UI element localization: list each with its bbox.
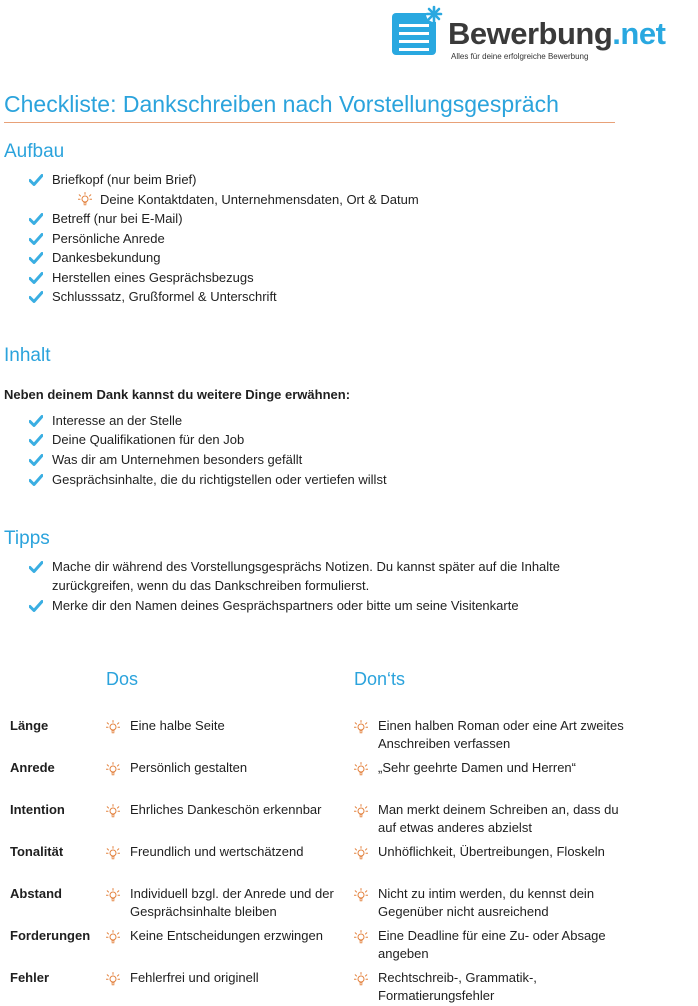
dos-cell: Individuell bzgl. der Anrede und der Gesprächsinhalte bleiben	[130, 886, 334, 919]
page-title: Checkliste: Dankschreiben nach Vorstellungsgespräch	[4, 91, 559, 117]
lightbulb-icon	[106, 804, 120, 818]
lightbulb-icon	[106, 972, 120, 986]
dos-cell: Keine Entscheidungen erzwingen	[130, 928, 323, 943]
brand-logo	[392, 4, 696, 66]
row-label: Forderungen	[10, 928, 91, 943]
list-subitem: Deine Kontaktdaten, Unternehmensdaten, Ort & Datum	[100, 192, 419, 207]
donts-cell: Rechtschreib-, Grammatik-, Formatierungsfehler	[378, 970, 537, 1003]
lightbulb-icon	[106, 930, 120, 944]
list-item: Persönliche Anrede	[52, 231, 165, 246]
check-icon	[29, 434, 43, 446]
donts-cell: Eine Deadline für eine Zu- oder Absage angeben	[378, 928, 606, 961]
logo-wordmark: Bewerbung.net	[448, 16, 666, 51]
lightbulb-icon	[354, 720, 368, 734]
check-icon	[29, 600, 43, 612]
check-icon	[29, 252, 43, 264]
dos-cell: Eine halbe Seite	[130, 718, 225, 733]
row-label: Fehler	[10, 970, 50, 985]
logo-tagline: Alles für deine erfolgreiche Bewerbung	[451, 52, 589, 61]
list-item: Was dir am Unternehmen besonders gefällt	[52, 452, 303, 467]
row-label: Anrede	[10, 760, 55, 775]
check-icon	[29, 474, 43, 486]
list-item: Herstellen eines Gesprächsbezugs	[52, 270, 254, 285]
tip-item: Merke dir den Namen deines Gesprächspartners oder bitte um seine Visitenkarte	[52, 598, 519, 613]
section-heading-inhalt: Inhalt	[4, 345, 51, 366]
list-item: Interesse an der Stelle	[52, 413, 183, 428]
check-icon	[29, 213, 43, 225]
list-item: Dankesbekundung	[52, 250, 161, 265]
dos-cell: Fehlerfrei und originell	[130, 970, 259, 985]
list-item: Schlusssatz, Grußformel & Unterschrift	[52, 289, 277, 304]
section-heading-aufbau: Aufbau	[4, 141, 65, 162]
dos-cell: Ehrliches Dankeschön erkennbar	[130, 802, 322, 817]
check-icon	[29, 174, 43, 186]
lightbulb-icon	[354, 804, 368, 818]
lightbulb-icon	[106, 720, 120, 734]
list-item: Briefkopf (nur beim Brief)	[52, 172, 197, 187]
dos-cell: Freundlich und wertschätzend	[130, 844, 304, 859]
lightbulb-icon	[354, 972, 368, 986]
check-icon	[29, 561, 43, 573]
list-item: Gesprächsinhalte, die du richtigstellen oder vertiefen willst	[52, 472, 387, 487]
lightbulb-icon	[106, 762, 120, 776]
lightbulb-icon	[354, 762, 368, 776]
inhalt-intro: Neben deinem Dank kannst du weitere Dinge erwähnen:	[4, 387, 351, 402]
donts-cell: „Sehr geehrte Damen und Herren“	[378, 760, 576, 775]
dos-cell: Persönlich gestalten	[130, 760, 248, 775]
logo-icon	[392, 4, 444, 58]
lightbulb-icon	[354, 888, 368, 902]
check-icon	[29, 415, 43, 427]
lightbulb-icon	[354, 930, 368, 944]
row-label: Länge	[10, 718, 49, 733]
lightbulb-icon	[106, 846, 120, 860]
tip-item-line: Mache dir während des Vorstellungsgesprächs Notizen. Du kannst später auf die Inhalte	[52, 559, 561, 574]
dos-heading: Dos	[106, 669, 139, 689]
lightbulb-icon	[106, 888, 120, 902]
row-label: Tonalität	[10, 844, 64, 859]
donts-cell: Einen halben Roman oder eine Art zweites Anschreiben verfassen	[378, 718, 624, 751]
donts-cell: Nicht zu intim werden, du kennst dein Gegenüber nicht ausreichend	[378, 886, 595, 919]
tip-item-line: zurückgreifen, wenn du das Dankschreiben formulierst.	[52, 578, 370, 593]
check-icon	[29, 454, 43, 466]
check-icon	[29, 272, 43, 284]
row-label: Abstand	[10, 886, 62, 901]
check-icon	[29, 291, 43, 303]
lightbulb-icon	[78, 192, 92, 206]
check-icon	[29, 233, 43, 245]
row-label: Intention	[10, 802, 65, 817]
lightbulb-icon	[354, 846, 368, 860]
donts-cell: Man merkt deinem Schreiben an, dass du auf etwas anderes abzielst	[378, 802, 619, 835]
donts-cell: Unhöflichkeit, Übertreibungen, Floskeln	[378, 844, 605, 859]
list-item: Betreff (nur bei E-Mail)	[52, 211, 183, 226]
title-divider	[4, 122, 615, 123]
donts-heading: Don‘ts	[354, 669, 406, 689]
list-item: Deine Qualifikationen für den Job	[52, 432, 245, 447]
section-heading-tipps: Tipps	[4, 528, 50, 549]
